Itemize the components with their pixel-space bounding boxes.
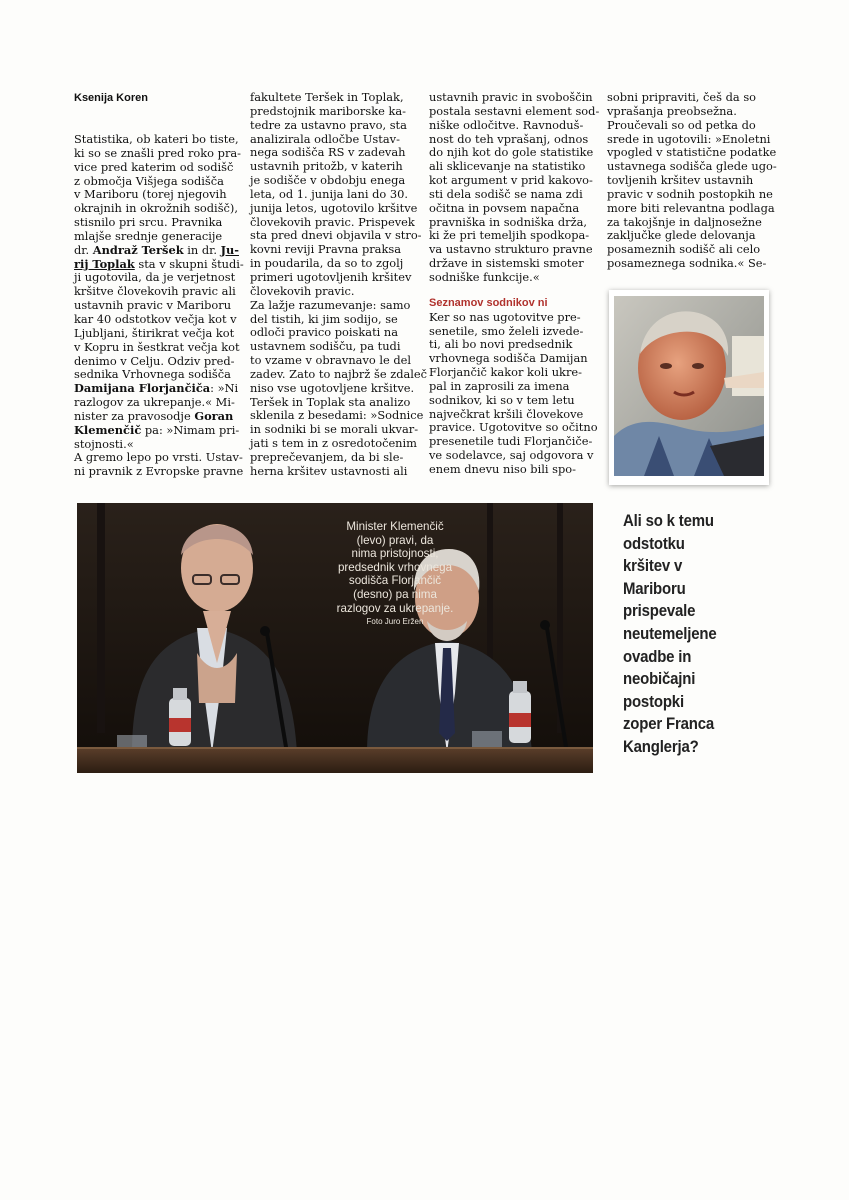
person-name-toplak-part1: Ju- bbox=[220, 242, 239, 257]
text-line: more biti relevantna podlaga bbox=[607, 200, 775, 215]
text-line: z območja Višjega sodišča bbox=[74, 173, 224, 188]
text-line: ki že pri temeljih spodkopa- bbox=[429, 228, 590, 243]
text-fragment: nister za pravosodje bbox=[74, 408, 195, 423]
text-line: ni pravnik z Evropske pravne bbox=[74, 464, 244, 479]
text-line: sta pred dnevi objavila v stro- bbox=[250, 228, 422, 243]
text-line: za takojšnje in daljnosežne bbox=[607, 214, 762, 229]
text-line: ustavnih pravic v Mariboru bbox=[74, 298, 232, 313]
text-line: nega sodišča RS v zadevah bbox=[250, 145, 406, 160]
person-name-tersek: Andraž Teršek bbox=[92, 242, 184, 257]
pull-quote-line: neobičajni bbox=[623, 669, 696, 689]
text-line: Florjančič kakor koli ukre- bbox=[429, 365, 582, 380]
text-line: v Mariboru (torej njegovih bbox=[74, 187, 227, 202]
person-name-toplak-part2: rij Toplak bbox=[74, 256, 135, 271]
pull-quote-line: Mariboru bbox=[623, 578, 686, 598]
portrait-photo bbox=[614, 296, 764, 476]
text-line: vrhovnega sodišča Damijan bbox=[429, 351, 588, 366]
text-line: Teršek in Toplak sta analizo bbox=[250, 394, 411, 409]
text-line: ji ugotovila, da je verjetnost bbox=[74, 270, 236, 285]
pull-quote-line: kršitev v bbox=[623, 556, 683, 576]
pull-quote-line: ovadbe in bbox=[623, 646, 692, 666]
caption-line: (levo) pravi, da bbox=[356, 533, 434, 547]
text-line: ustavnih pravic in svoboščin bbox=[429, 90, 593, 104]
text-line: pravice. Ugotovitve so očitno bbox=[429, 420, 598, 435]
article-column-4 bbox=[607, 90, 777, 271]
article-column-1 bbox=[74, 132, 244, 479]
section-subheading: Seznamov sodnikov ni bbox=[429, 296, 548, 309]
text-line: del tistih, ki jim sodijo, se bbox=[250, 311, 398, 326]
text-line: denimo v Celju. Odziv pred- bbox=[74, 353, 235, 368]
caption-line: sodišča Florjančič bbox=[348, 574, 442, 588]
press-conference-photo bbox=[77, 503, 593, 773]
text-line: vice pred katerim od sodišč bbox=[74, 159, 234, 174]
text-line: niso vse ugotovljene kršitve. bbox=[250, 380, 415, 395]
text-line: ve sodelavce, saj odgovora v bbox=[429, 448, 594, 463]
text-line: ti, ali bo novi predsednik bbox=[429, 337, 573, 352]
text-fragment: in dr. bbox=[183, 242, 221, 257]
text-fragment: dr. bbox=[74, 242, 93, 257]
caption-line: (desno) pa nima bbox=[353, 587, 437, 601]
text-line: sodniške funkcije.« bbox=[429, 269, 540, 284]
text-line: sklenila z besedami: »Sodnice bbox=[250, 408, 424, 423]
text-line: analizirala odločbe Ustav- bbox=[250, 131, 400, 146]
text-line: odloči pravico poiskati na bbox=[250, 325, 399, 340]
text-line: niške odločitve. Ravnoduš- bbox=[429, 117, 584, 132]
text-line bbox=[74, 242, 239, 258]
text-line: Ljubljani, štirikrat večja kot bbox=[74, 325, 235, 340]
person-name-goran: Goran bbox=[194, 408, 234, 423]
text-line bbox=[74, 381, 239, 396]
pull-quote-line: Kanglerja? bbox=[623, 736, 699, 756]
text-line: tovljenih kršitev ustavnih bbox=[607, 173, 754, 188]
text-line: sti dela sodišč se nama zdi bbox=[429, 186, 583, 201]
text-line: junija letos, ugotovilo kršitve bbox=[250, 200, 418, 215]
portrait-photo-frame bbox=[609, 290, 769, 485]
text-line: ustavnega sodišča glede ugo- bbox=[607, 159, 777, 174]
text-line: jati s tem in z osredotočenim bbox=[250, 436, 417, 451]
text-fragment: sta v skupni študi- bbox=[134, 256, 244, 271]
pull-quote-line: prispevale bbox=[623, 601, 696, 621]
text-line: sobni pripraviti, češ da so bbox=[607, 90, 757, 104]
text-line: to vzame v obravnavo le del bbox=[250, 353, 412, 368]
caption-line: nima pristojnosti, bbox=[351, 547, 439, 561]
photo-caption bbox=[277, 520, 513, 627]
text-line: pravniška in sodniška drža, bbox=[429, 214, 587, 229]
text-line: ki so se znašli pred roko pra- bbox=[74, 145, 242, 160]
text-line: Statistika, ob kateri bo tiste, bbox=[74, 132, 239, 146]
text-line: stojnosti.« bbox=[74, 436, 134, 451]
text-line: ustavnem sodišču, pa tudi bbox=[250, 339, 401, 354]
text-line bbox=[74, 256, 244, 272]
pull-quote-line: zoper Franca bbox=[623, 714, 715, 734]
text-line: pravic v sodnih postopkih ne bbox=[607, 186, 773, 201]
text-line: človekovih pravic. Prispevek bbox=[250, 214, 415, 229]
text-line: kovni reviji Pravna praksa bbox=[250, 242, 402, 257]
text-line bbox=[74, 410, 236, 424]
pull-quote bbox=[623, 510, 717, 759]
text-line: zadev. Zato to najbrž še zdaleč bbox=[250, 366, 428, 381]
text-line: Za lažje razumevanje: samo bbox=[250, 297, 411, 312]
text-line: posameznega sodnika.« Se- bbox=[607, 256, 767, 271]
person-name-klemencic: Klemenčič bbox=[74, 422, 142, 437]
pull-quote-line: odstotku bbox=[623, 533, 685, 553]
text-line: tedre za ustavno pravo, sta bbox=[250, 117, 407, 132]
text-line: največkrat kršili človekove bbox=[429, 406, 584, 421]
text-line: človekovih pravic. bbox=[250, 283, 355, 298]
text-line: razlogov za ukrepanje.« Mi- bbox=[74, 395, 235, 410]
pull-quote-line: postopki bbox=[623, 691, 684, 711]
pull-quote-line: Ali so k temu bbox=[623, 511, 714, 530]
text-line: fakultete Teršek in Toplak, bbox=[250, 90, 404, 104]
text-line: predstojnik mariborske ka- bbox=[250, 103, 407, 118]
text-line: v Kopru in šestkrat večja kot bbox=[74, 339, 240, 354]
text-line: mlajše srednje generacije bbox=[74, 228, 223, 243]
text-line: senetile, smo želeli izvede- bbox=[429, 323, 584, 338]
text-line: sednika Vrhovnega sodišča bbox=[74, 367, 231, 382]
text-fragment: pa: »Nimam pri- bbox=[141, 422, 240, 437]
text-fragment: : »Ni bbox=[210, 381, 239, 396]
text-line: in poudarila, da so to zgolj bbox=[250, 256, 404, 271]
text-line bbox=[74, 422, 240, 438]
text-line: presenetile tudi Florjančiče- bbox=[429, 434, 593, 449]
text-line: vprašanja preobsežna. bbox=[607, 103, 737, 118]
text-line: posameznih sodišč ali celo bbox=[607, 242, 761, 257]
article-column-3 bbox=[429, 90, 600, 477]
text-line: in sodniki bi se morali ukvar- bbox=[250, 422, 419, 437]
caption-line: predsednik vrhovnega bbox=[337, 560, 453, 574]
text-line: srede in ugotovili: »Enoletni bbox=[607, 131, 771, 146]
author-byline: Ksenija Koren bbox=[74, 92, 148, 104]
text-line: nost do teh vprašanj, odnos bbox=[429, 131, 589, 146]
text-line: očitna in povsem napačna bbox=[429, 200, 580, 215]
text-line: Ker so nas ugotovitve pre- bbox=[429, 309, 581, 324]
text-line: pal in zaprosili za imena bbox=[429, 378, 570, 393]
text-line: kar 40 odstotkov večja kot v bbox=[74, 311, 237, 326]
text-line: stisnilo pri srcu. Pravnika bbox=[74, 215, 223, 230]
text-line: enem dnevu niso bili spo- bbox=[429, 461, 576, 476]
text-line: preprečevanjem, da bi sle- bbox=[250, 449, 404, 464]
text-line: države in sistemski smoter bbox=[429, 256, 584, 271]
text-line: herna kršitev ustavnosti ali bbox=[250, 463, 408, 478]
person-name-florjancic: Damijana Florjančiča bbox=[74, 381, 211, 396]
text-line: okrajnih in okrožnih sodišč), bbox=[74, 201, 238, 216]
text-line: ustavnih pritožb, v katerih bbox=[250, 159, 403, 174]
caption-line: Minister Klemenčič bbox=[346, 520, 444, 533]
text-line: A gremo lepo po vrsti. Ustav- bbox=[74, 450, 243, 465]
text-line: Proučevali so od petka do bbox=[607, 117, 756, 132]
text-line: primeri ugotovljenih kršitev bbox=[250, 269, 412, 284]
text-line: kršitve človekovih pravic ali bbox=[74, 284, 236, 299]
article-column-2 bbox=[250, 90, 428, 479]
text-line: leta, od 1. junija lani do 30. bbox=[250, 186, 408, 201]
text-line: je sodišče v obdobju enega bbox=[250, 173, 406, 188]
caption-line: razlogov za ukrepanje. bbox=[336, 601, 454, 615]
text-line: vpogled v statistične podatke bbox=[607, 145, 777, 160]
text-line: do njih kot do gole statistike bbox=[429, 145, 594, 160]
text-line: kot argument v prid kakovo- bbox=[429, 173, 593, 188]
text-line: ali sklicevanje na statistiko bbox=[429, 159, 586, 174]
pull-quote-line: neutemeljene bbox=[623, 623, 717, 643]
text-line: va ustavno strukturo pravne bbox=[429, 242, 593, 257]
photo-credit: Foto Juro Eržen bbox=[366, 617, 424, 627]
text-line: zaključke glede delovanja bbox=[607, 228, 756, 243]
text-line: postala sestavni element sod- bbox=[429, 103, 600, 118]
text-line: sodnikov, ki so v tem letu bbox=[429, 392, 575, 407]
